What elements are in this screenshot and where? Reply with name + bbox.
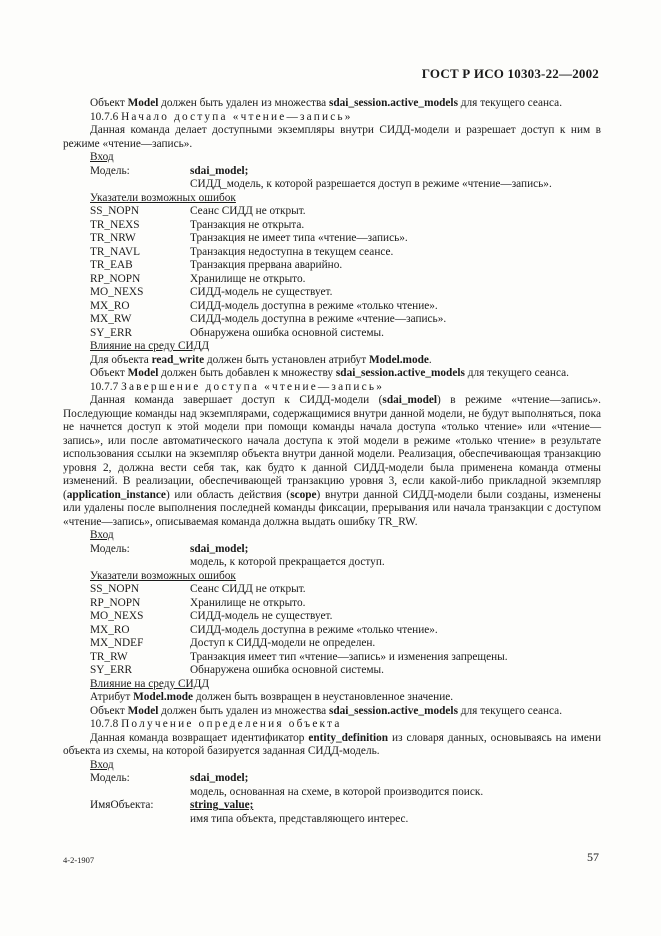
doc-header: ГОСТ Р ИСО 10303-22—2002 xyxy=(421,66,599,81)
error-list xyxy=(63,583,601,678)
section-description: Данная команда делает доступными экземпляры внутри СИДД-модели и разрешает доступ к ним в режиме «чтение—запись». xyxy=(63,124,601,150)
input-label: Вход xyxy=(90,529,114,541)
paragraph: Объект Model должен быть удален из множества sdai_session.active_models для текущего сеанса. xyxy=(90,704,563,717)
error-row: SY_ERR Обнаружена ошибка основной системы. xyxy=(90,664,384,676)
param-row: ИмяОбъекта: string_value; xyxy=(90,799,254,811)
error-row: TR_NEXS Транзакция не открыта. xyxy=(90,218,305,231)
section-heading: 10.7.7 Завершение доступа «чтение—запись» xyxy=(90,380,385,393)
param-row: Модель: sdai_model; xyxy=(90,772,249,784)
effect-label: Влияние на среду СИДД xyxy=(90,340,210,352)
input-label: Вход xyxy=(90,151,114,163)
param-desc-row: СИДД_модель, к которой разрешается доступ в режиме «чтение—запись». xyxy=(190,178,552,190)
error-row: SS_NOPN Сеанс СИДД не открыт. xyxy=(90,583,306,595)
param-desc-row: имя типа объекта, представляющего интерес. xyxy=(190,812,409,825)
error-row: MX_RO СИДД-модель доступна в режиме «только чтение». xyxy=(90,623,438,636)
error-row: MO_NEXS СИДД-модель не существует. xyxy=(90,286,333,298)
error-row: TR_NRW Транзакция не имеет типа «чтение—запись». xyxy=(90,232,408,244)
error-row: MO_NEXS СИДД-модель не существует. xyxy=(90,610,333,622)
section-description: Данная команда завершает доступ к СИДД-модели (sdai_model) в режиме «чтение—запись». Последующие команды над экземплярами, содержащимися внутри данной модели, не будут выполняться, пока не начнется доступ к этой модели при помощи команды начала доступа «только чтение» или «чтение—запись», или после автоматического начала доступа к этой модели в режиме «только чтение» в результате использования ссылки на экземпляр объекта внутри данной модели. Реализация, обеспечивающая транзакцию уровня 2, должна вести себя так, как будто к данной СИДД-модели была применена команда отмены изменений. В реализации, обеспечивающей транзакцию уровня 3, если какой-либо прикладной экземпляр (application_instance) или область действия (scope) внутри данной СИДД-модели были созданы, изменены или удалены после выполнения последней команды фиксации, прерывания или начала транзакции с доступом «чтение—запись», описываемая команда должна выдать ошибку TR_RW. xyxy=(63,394,601,528)
error-row: TR_EAB Транзакция прервана аварийно. xyxy=(90,259,343,271)
page-number: 57 xyxy=(587,850,599,864)
errors-label: Указатели возможных ошибок xyxy=(90,191,236,204)
paragraph: Атрибут Model.mode должен быть возвращен в неустановленное значение. xyxy=(90,691,454,703)
error-row: TR_RW Транзакция имеет тип «чтение—запись» и изменения запрещены. xyxy=(90,650,508,663)
error-row: TR_NAVL Транзакция недоступна в текущем сеансе. xyxy=(90,245,394,258)
effect-label: Влияние на среду СИДД xyxy=(90,677,210,690)
error-row: RP_NOPN Хранилище не открыто. xyxy=(90,272,306,285)
section-heading: 10.7.8 Получение определения объекта xyxy=(90,718,342,730)
error-row: RP_NOPN Хранилище не открыто. xyxy=(90,596,306,609)
paragraph: Для объекта read_write должен быть установлен атрибут Model.mode. xyxy=(90,353,432,366)
error-row: MX_RO СИДД-модель доступна в режиме «только чтение». xyxy=(90,299,438,312)
errors-label: Указатели возможных ошибок xyxy=(90,569,236,582)
param-row: Модель: sdai_model; xyxy=(90,164,249,177)
section-heading: 10.7.6 Начало доступа «чтение—запись» xyxy=(90,110,353,123)
paragraph: Объект Model должен быть добавлен к множеству sdai_session.active_models для текущего сеанса. xyxy=(90,367,569,379)
print-code: 4-2-1907 xyxy=(63,855,95,865)
section-description: Данная команда возвращает идентификатор entity_definition из словаря данных, основываясь на имени объекта из схемы, на которой базируется заданная СИДД-модель. xyxy=(63,731,601,757)
input-label: Вход xyxy=(90,758,114,771)
error-row: MX_RW СИДД-модель доступна в режиме «чтение—запись». xyxy=(90,313,447,325)
error-row: MX_NDEF Доступ к СИДД-модели не определен. xyxy=(90,637,376,649)
paragraph: Объект Model должен быть удален из множества sdai_session.active_models для текущего сеанса. xyxy=(90,97,563,109)
document-body xyxy=(63,97,601,826)
param-desc-row: модель, основанная на схеме, в которой производится поиск. xyxy=(190,785,484,798)
error-list xyxy=(63,205,601,340)
param-desc-row: модель, к которой прекращается доступ. xyxy=(190,556,385,568)
error-row: SS_NOPN Сеанс СИДД не открыт. xyxy=(90,205,306,217)
param-row: Модель: sdai_model; xyxy=(90,542,249,555)
error-row: SY_ERR Обнаружена ошибка основной системы. xyxy=(90,326,384,339)
